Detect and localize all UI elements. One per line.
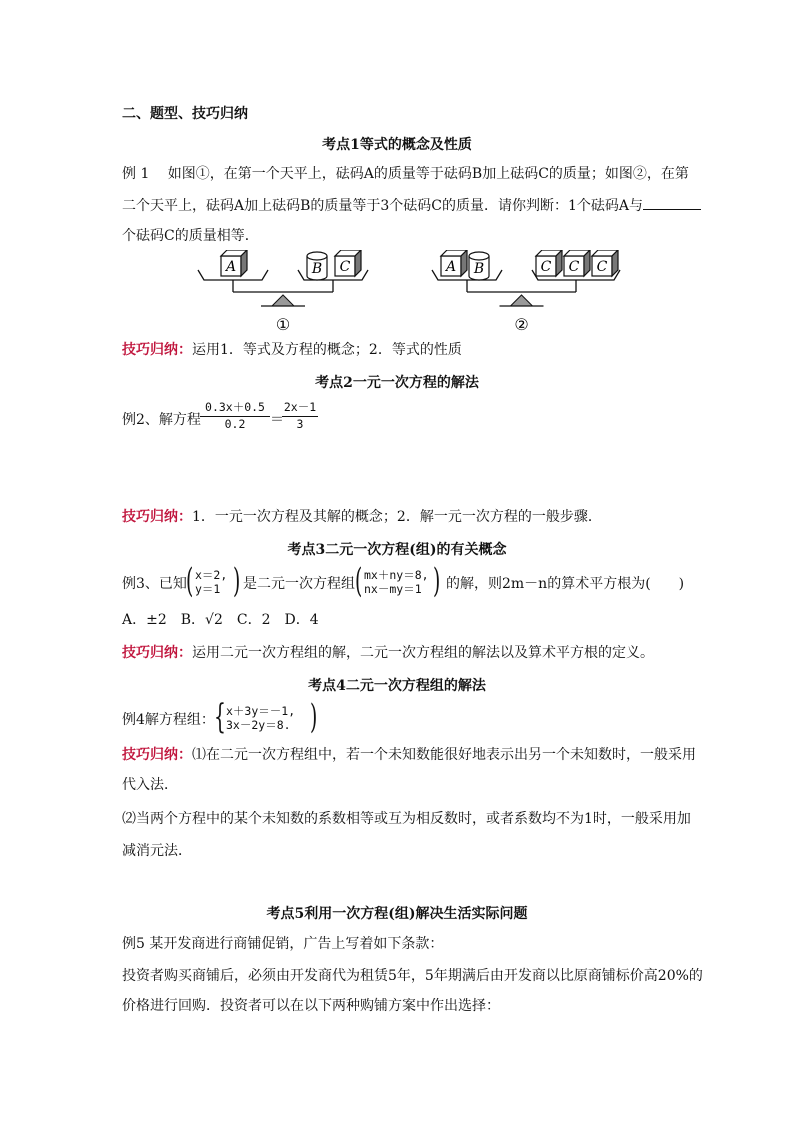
left-paren: ( <box>355 561 363 601</box>
weight-cube-C <box>592 250 618 276</box>
weight-label: C <box>540 259 552 275</box>
fraction-right-denominator: 3 <box>282 416 318 431</box>
weight-label: C <box>568 259 580 275</box>
topic4-tip2-line2: 减消元法． <box>122 843 192 859</box>
topic3-options: A．±2 B．√2 C．2 D．4 <box>122 612 319 628</box>
topic5-para-line2: 价格进行回购．投资者可以在以下两种购铺方案中作出选择： <box>122 998 500 1014</box>
weight-cylinder-B <box>469 252 489 280</box>
solution-eq2: y＝1 <box>195 582 221 596</box>
topic3-example-prefix: 例3、已知 <box>122 576 187 592</box>
tip-text: 运用二元一次方程组的解，二元一次方程组的解法以及算术平方根的定义。 <box>192 645 654 661</box>
system-eq2: nx－my＝1 <box>364 582 422 596</box>
topic4-eq1: x＋3y＝－1, <box>226 704 296 718</box>
topic4-tip-line1 <box>122 745 696 765</box>
tip-label: 技巧归纳： <box>122 747 192 763</box>
topic4-tip-line2: 代入法． <box>122 777 178 793</box>
figure-number-label: ① <box>275 315 291 334</box>
topic4-eq2: 3x－2y＝8. <box>226 718 291 732</box>
topic1-example-line2: 二个天平上，砝码A加上砝码B的质量等于3个砝码C的质量．请你判断：1个砝码A与 <box>122 195 701 216</box>
tip-label: 技巧归纳： <box>122 509 192 525</box>
topic4-example-prefix: 例4解方程组： <box>122 712 215 728</box>
topic2-title: 考点2一元一次方程的解法 <box>315 375 479 391</box>
weight-label: C <box>596 259 608 275</box>
weight-cube-C <box>335 250 361 276</box>
tip-label: 技巧归纳： <box>122 342 192 358</box>
topic4-title: 考点4二元一次方程组的解法 <box>308 678 486 694</box>
weight-cube-A <box>441 250 467 276</box>
right-paren: ) <box>310 697 318 737</box>
tip-label: 技巧归纳： <box>122 645 192 661</box>
fraction-left <box>200 399 270 431</box>
topic1-example-line3: 个砝码C的质量相等． <box>122 228 259 244</box>
weight-cylinder-B <box>307 252 327 280</box>
tip-text: 1．一元一次方程及其解的概念；2．解一元一次方程的一般步骤． <box>192 509 602 525</box>
answer-blank <box>643 195 701 210</box>
topic1-example-line1: 例 1 如图①，在第一个天平上，砝码A的质量等于砝码B加上砝码C的质量；如图②，在第 <box>122 166 689 182</box>
balance-scales-figure <box>190 250 630 338</box>
weight-label: C <box>339 259 351 275</box>
topic4-system <box>226 704 295 732</box>
weight-label: B <box>311 261 323 277</box>
topic3-middle-text: 是二元一次方程组 <box>243 576 355 592</box>
solution-eq1: x＝2, <box>195 568 228 582</box>
fraction-left-numerator: 0.3x＋0.5 <box>205 400 265 414</box>
right-paren: ) <box>433 561 441 601</box>
system-eq1: mx＋ny＝8, <box>364 568 429 582</box>
topic4-tip2-line1: ⑵当两个方程中的某个未知数的系数相等或互为相反数时，或者系数均不为1时，一般采用加 <box>122 811 691 827</box>
balance-scale-1 <box>198 250 368 334</box>
weight-cube-C <box>564 250 590 276</box>
topic3-tip <box>122 643 654 663</box>
left-paren: ( <box>186 561 194 601</box>
equation-system <box>364 568 429 596</box>
topic2-tip <box>122 507 602 527</box>
fraction-left-denominator: 0.2 <box>200 416 270 431</box>
topic3-title: 考点3二元一次方程(组)的有关概念 <box>287 542 507 558</box>
left-brace: { <box>214 697 226 737</box>
weight-cube-A <box>221 250 247 276</box>
weight-label: B <box>473 261 485 277</box>
equals-sign: ＝ <box>270 412 284 428</box>
fraction-right <box>282 399 318 431</box>
weight-cube-C <box>536 250 562 276</box>
weight-label: A <box>225 259 237 275</box>
topic1-title: 考点1等式的概念及性质 <box>322 137 472 153</box>
topic3-tail-text: 的解，则2m－n的算术平方根为( ) <box>446 576 685 592</box>
tip-text: ⑴在二元一次方程组中，若一个未知数能很好地表示出另一个未知数时，一般采用 <box>192 747 696 763</box>
weight-label: A <box>445 259 457 275</box>
topic5-para-line1: 投资者购买商铺后，必须由开发商代为租赁5年，5年期满后由开发商以比原商铺标价高20%的 <box>122 968 703 984</box>
figure-number-label: ② <box>514 315 529 334</box>
balance-scale-2 <box>432 250 620 334</box>
solution-system <box>195 568 227 596</box>
fraction-right-numerator: 2x－1 <box>283 400 317 414</box>
topic5-title: 考点5利用一次方程(组)解决生活实际问题 <box>266 906 528 922</box>
right-paren: ) <box>233 561 241 601</box>
topic1-tip <box>122 340 462 360</box>
topic2-example-prefix: 例2、解方程 <box>122 412 201 428</box>
topic5-example-line: 例5 某开发商进行商铺促销，广告上写着如下条款： <box>122 936 444 952</box>
section-title: 二、题型、技巧归纳 <box>122 106 248 122</box>
tip-text: 运用1．等式及方程的概念；2．等式的性质 <box>192 342 462 358</box>
